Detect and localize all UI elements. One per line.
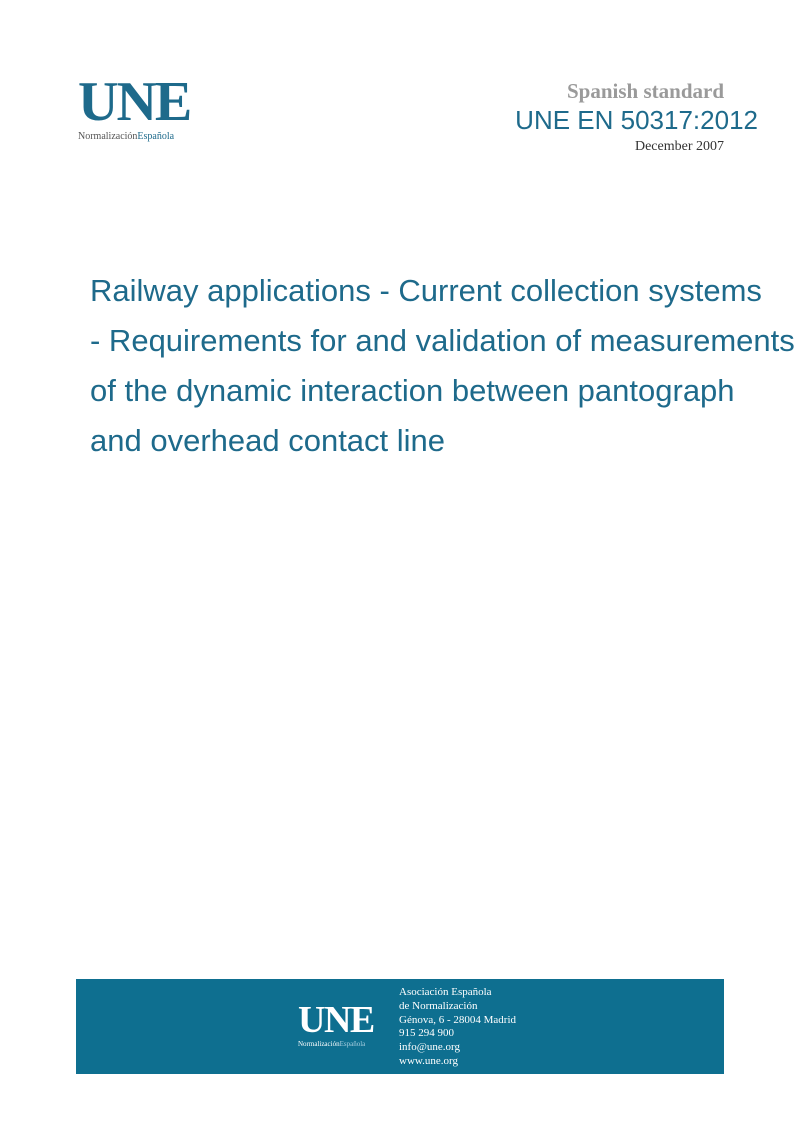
title-line: of the dynamic interaction between pantograph bbox=[90, 373, 735, 408]
org-phone: 915 294 900 bbox=[399, 1027, 454, 1040]
document-title bbox=[90, 266, 796, 466]
org-name-line-1: Asociación Española bbox=[399, 986, 492, 998]
organization-contact bbox=[399, 986, 516, 1069]
logo-tagline-part-2: Española bbox=[137, 131, 175, 142]
standard-header bbox=[515, 78, 758, 158]
logo-tagline-part-1: Normalización bbox=[78, 131, 138, 142]
org-name-line-2: de Normalización bbox=[399, 999, 478, 1012]
standard-code: UNE EN 50317:2012 bbox=[515, 105, 758, 135]
footer-logo-wordmark: UNE bbox=[298, 999, 374, 1041]
footer-une-logo bbox=[298, 1001, 374, 1048]
title-line: - Requirements for and validation of measurements bbox=[90, 323, 795, 358]
title-line: Railway applications - Current collection systems bbox=[90, 273, 762, 308]
standard-kind: Spanish standard bbox=[567, 79, 724, 103]
org-website: www.une.org bbox=[399, 1054, 458, 1067]
footer-band bbox=[76, 979, 724, 1074]
org-email: info@une.org bbox=[399, 1041, 460, 1054]
footer-logo-tagline-part-2: Española bbox=[339, 1040, 366, 1048]
logo-tagline bbox=[78, 132, 190, 142]
logo-wordmark: UNE bbox=[78, 71, 191, 133]
standard-date: December 2007 bbox=[634, 139, 724, 154]
une-logo bbox=[78, 71, 191, 142]
title-line: and overhead contact line bbox=[90, 423, 446, 458]
org-address: Génova, 6 - 28004 Madrid bbox=[399, 1013, 517, 1026]
footer-logo-tagline bbox=[298, 1041, 374, 1048]
footer-logo-tagline-part-1: Normalización bbox=[298, 1040, 340, 1048]
